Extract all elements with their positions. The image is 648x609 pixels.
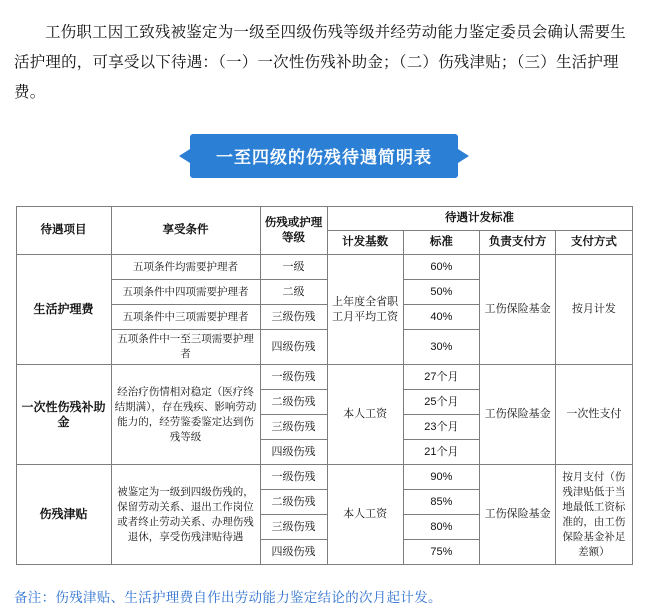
row-payer: 工伤保险基金 bbox=[480, 255, 556, 365]
row-category: 生活护理费 bbox=[16, 255, 111, 365]
row-standard: 50% bbox=[403, 280, 479, 305]
table-title-banner: 一至四级的伤残待遇简明表 bbox=[190, 134, 458, 178]
table-row bbox=[16, 365, 632, 390]
header-base: 计发基数 bbox=[327, 231, 403, 255]
row-standard: 75% bbox=[403, 540, 479, 565]
title-banner-wrap bbox=[0, 134, 648, 178]
row-method: 按月计发 bbox=[556, 255, 632, 365]
row-base: 本人工资 bbox=[327, 465, 403, 565]
row-standard: 25个月 bbox=[403, 390, 479, 415]
row-standard: 27个月 bbox=[403, 365, 479, 390]
row-payer: 工伤保险基金 bbox=[480, 465, 556, 565]
row-method: 一次性支付 bbox=[556, 365, 632, 465]
row-condition: 被鉴定为一级到四级伤残的，保留劳动关系、退出工作岗位或者终止劳动关系、办理伤残退休，享受伤残津贴待遇 bbox=[111, 465, 260, 565]
row-condition: 五项条件中四项需要护理者 bbox=[111, 280, 260, 305]
row-level: 四级伤残 bbox=[260, 540, 327, 565]
row-condition: 五项条件中三项需要护理者 bbox=[111, 305, 260, 330]
row-level: 四级伤残 bbox=[260, 440, 327, 465]
row-level: 三级伤残 bbox=[260, 515, 327, 540]
table-header-row-1 bbox=[16, 207, 632, 231]
row-level: 二级 bbox=[260, 280, 327, 305]
row-payer: 工伤保险基金 bbox=[480, 365, 556, 465]
row-category: 伤残津贴 bbox=[16, 465, 111, 565]
row-standard: 60% bbox=[403, 255, 479, 280]
row-condition: 五项条件中一至三项需要护理者 bbox=[111, 330, 260, 365]
benefit-table bbox=[16, 206, 633, 565]
row-level: 三级伤残 bbox=[260, 305, 327, 330]
row-level: 二级伤残 bbox=[260, 390, 327, 415]
table-row bbox=[16, 255, 632, 280]
row-level: 二级伤残 bbox=[260, 490, 327, 515]
table-row bbox=[16, 465, 632, 490]
table-body bbox=[16, 255, 632, 565]
row-standard: 30% bbox=[403, 330, 479, 365]
row-standard: 90% bbox=[403, 465, 479, 490]
row-standard: 80% bbox=[403, 515, 479, 540]
footnote: 备注：伤残津贴、生活护理费自作出劳动能力鉴定结论的次月起计发。 bbox=[14, 590, 442, 605]
header-payer: 负责支付方 bbox=[480, 231, 556, 255]
table-head bbox=[16, 207, 632, 255]
header-level: 伤残或护理等级 bbox=[260, 207, 327, 255]
row-level: 四级伤残 bbox=[260, 330, 327, 365]
row-standard: 23个月 bbox=[403, 415, 479, 440]
row-level: 一级伤残 bbox=[260, 365, 327, 390]
header-standard: 标准 bbox=[403, 231, 479, 255]
header-conditions: 享受条件 bbox=[111, 207, 260, 255]
header-method: 支付方式 bbox=[556, 231, 632, 255]
row-level: 三级伤残 bbox=[260, 415, 327, 440]
row-base: 本人工资 bbox=[327, 365, 403, 465]
row-condition: 经治疗伤情相对稳定（医疗终结期满），存在残疾、影响劳动能力的，经劳鉴委鉴定达到伤残等级 bbox=[111, 365, 260, 465]
row-level: 一级 bbox=[260, 255, 327, 280]
row-level: 一级伤残 bbox=[260, 465, 327, 490]
row-standard: 40% bbox=[403, 305, 479, 330]
row-method: 按月支付（伤残津贴低于当地最低工资标准的，由工伤保险基金补足差额） bbox=[556, 465, 632, 565]
header-item: 待遇项目 bbox=[16, 207, 111, 255]
intro-paragraph: 工伤职工因工致残被鉴定为一级至四级伤残等级并经劳动能力鉴定委员会确认需要生活护理的，可享受以下待遇：（一）一次性伤残补助金；（二）伤残津贴；（三）生活护理费。 bbox=[14, 24, 626, 101]
header-standard-group: 待遇计发标准 bbox=[327, 207, 632, 231]
row-category: 一次性伤残补助金 bbox=[16, 365, 111, 465]
row-base: 上年度全省职工月平均工资 bbox=[327, 255, 403, 365]
row-standard: 85% bbox=[403, 490, 479, 515]
row-condition: 五项条件均需要护理者 bbox=[111, 255, 260, 280]
row-standard: 21个月 bbox=[403, 440, 479, 465]
